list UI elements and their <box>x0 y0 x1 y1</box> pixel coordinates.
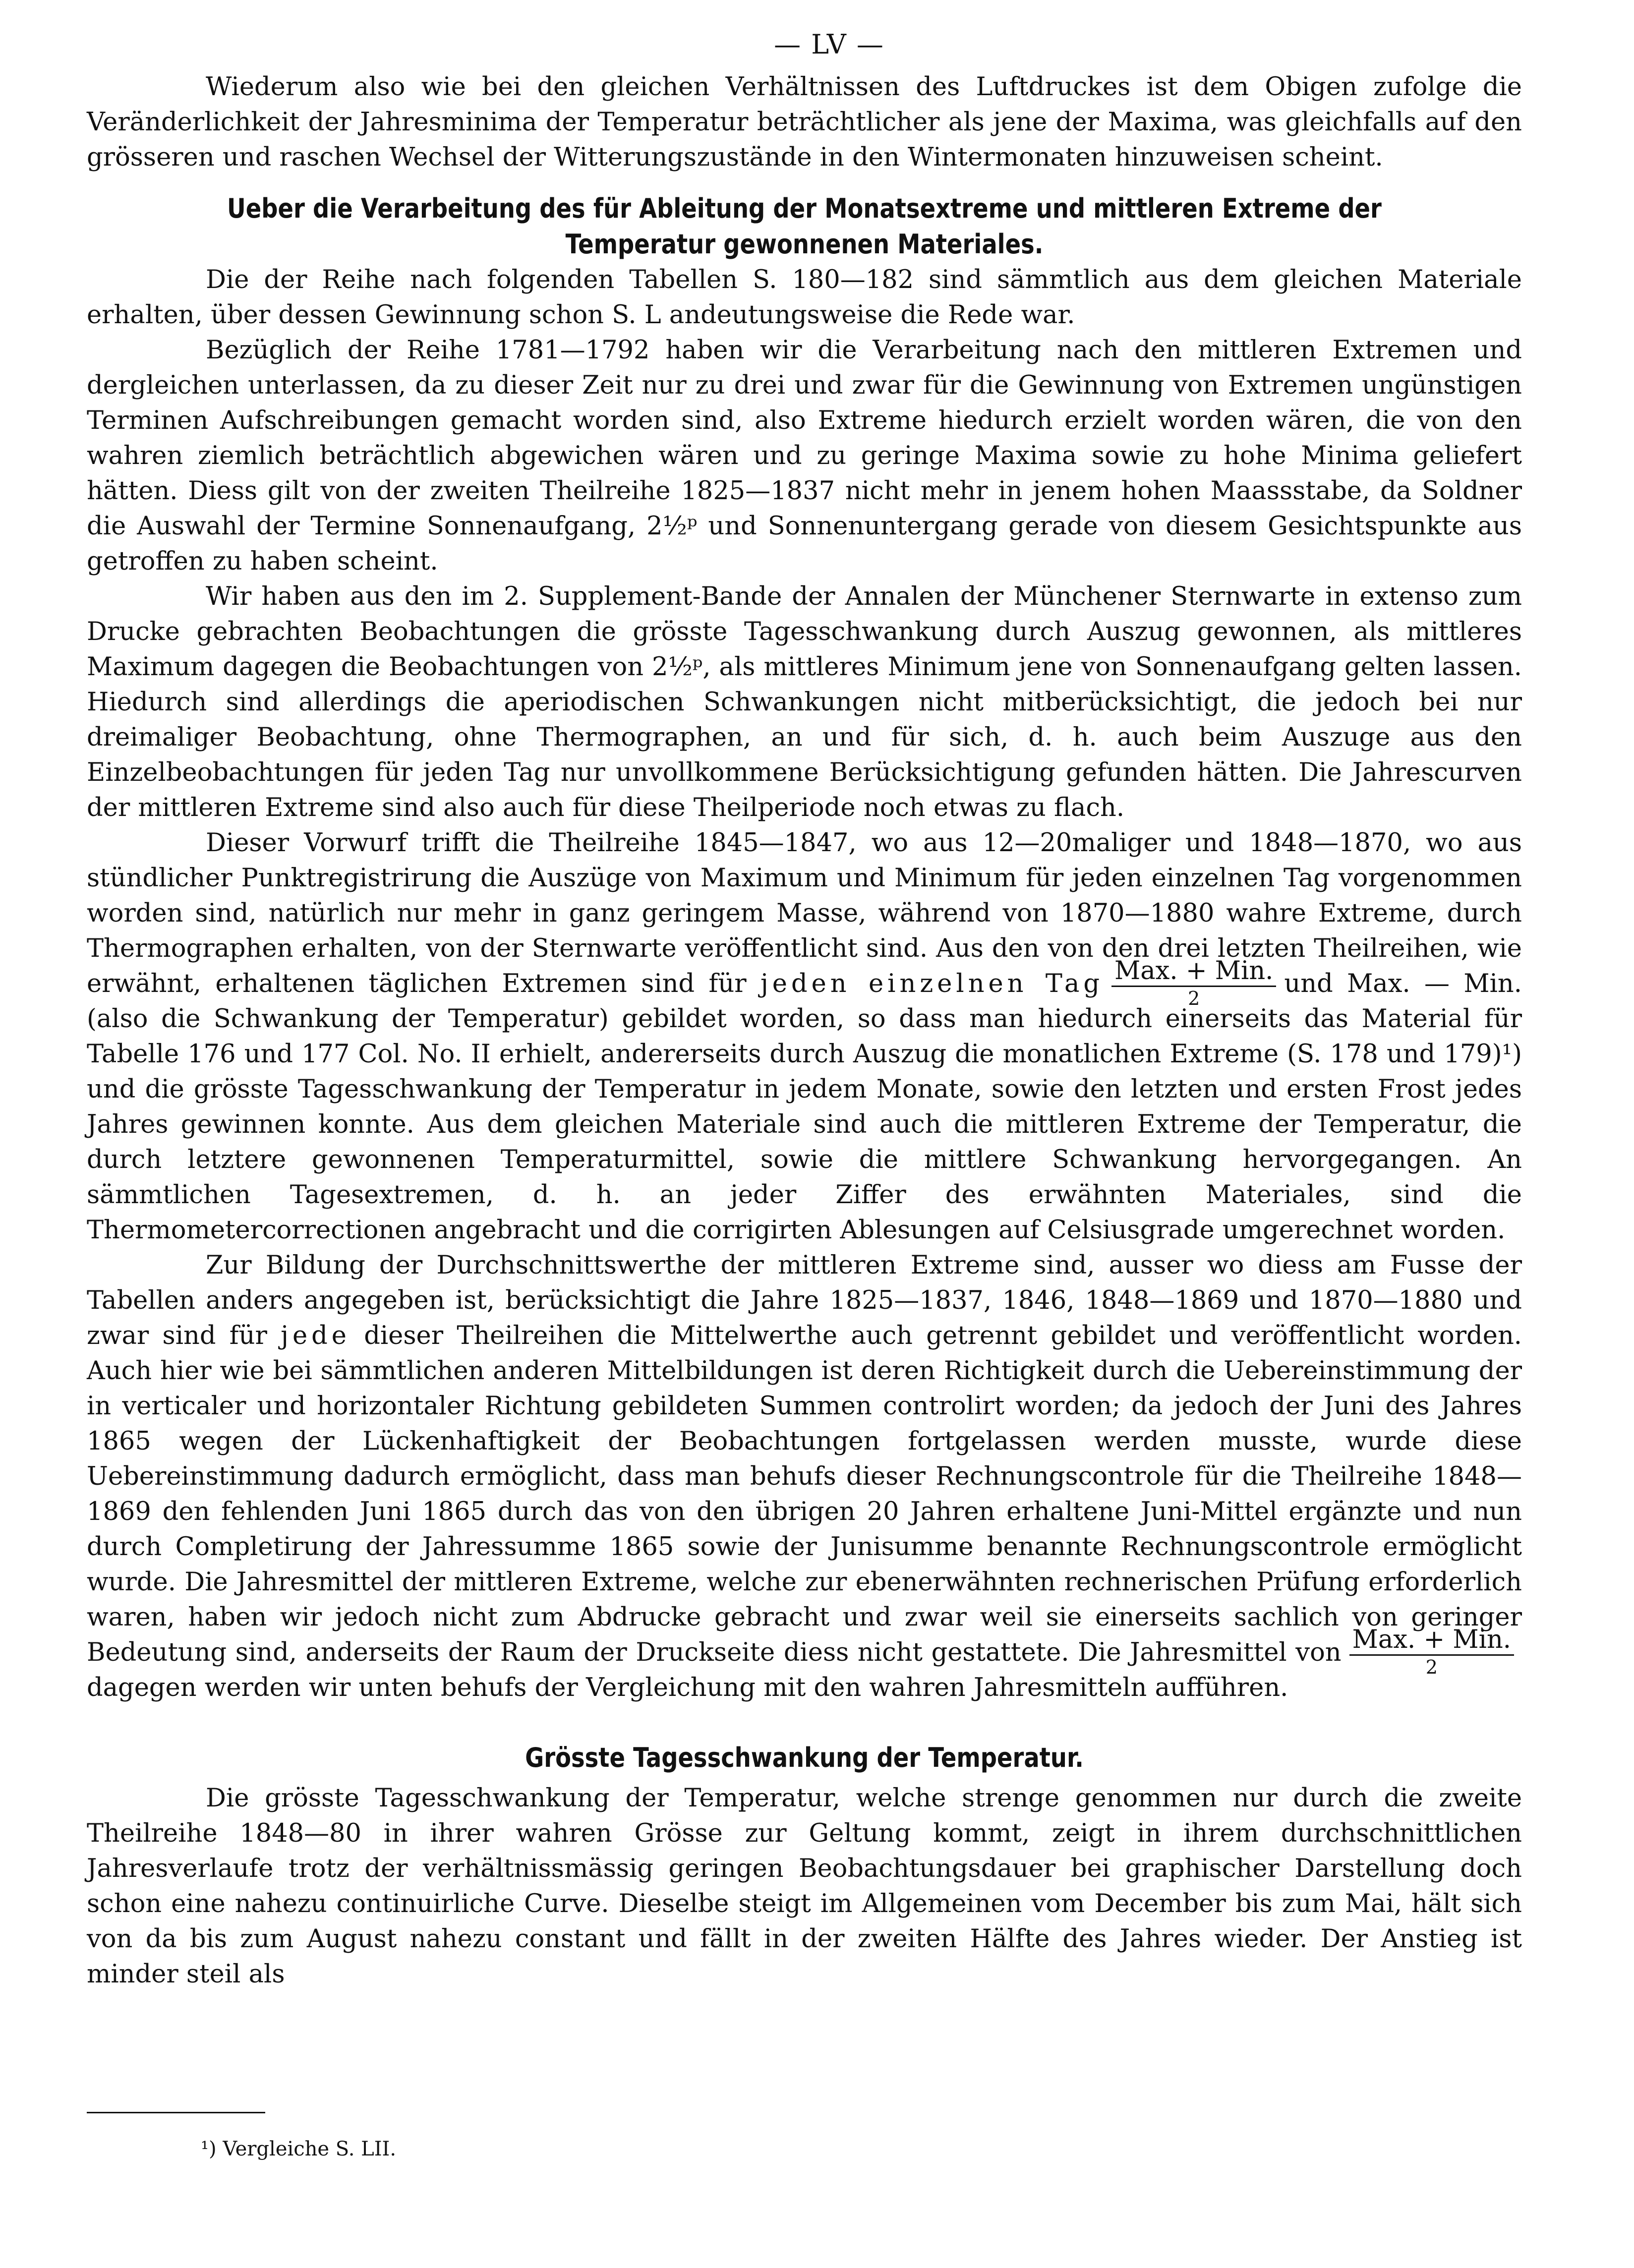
fraction-numerator: Max. + Min. <box>1111 958 1276 987</box>
paragraph-thermographs <box>87 825 1522 1248</box>
paragraph-averages-part1: Zur Bildung der Durchschnittswerthe der mittleren Extreme sind, ausser wo diess am Fusse der Tabellen anders angegeben ist, berücksichtigt die Jahre 1825—1837, 1846, 1848—1869 und 1870—1880 und zwar sind für <box>87 1251 1522 1350</box>
emphasis-each-day: jeden einzelnen Tag <box>760 969 1104 998</box>
footnote-divider <box>87 2112 265 2113</box>
page-number: — LV — <box>774 29 884 60</box>
fraction-denominator: 2 <box>1188 988 1200 1009</box>
paragraph-series-1781: Bezüglich der Reihe 1781—1792 haben wir die Verarbeitung nach den mittleren Extremen und dergleichen unterlassen, da zu dieser Zeit nur zu drei und zwar für die Gewinnung von Extremen ungünstigen Terminen Aufschreibungen gemacht worden sind, also Extreme hiedurch erzielt worden wären, die von den wahren ziemlich beträchtlich abgewichen wären und zu geringe Maxima sowie zu hohe Minima geliefert hätten. Diess gilt von der zweiten Theilreihe 1825—1837 nicht mehr in jenem hohen Maassstabe, da Soldner die Auswahl der Termine Sonnenaufgang, 2½ᵖ und Sonnenuntergang gerade von diesem Gesichtspunkte aus getroffen zu haben scheint. <box>87 336 1522 576</box>
fraction-numerator-2: Max. + Min. <box>1349 1627 1514 1656</box>
footnote: ¹) Vergleiche S. LII. <box>201 2138 397 2160</box>
paragraph-thermographs-part2: und Max. — Min. (also die Schwankung der Temperatur) gebildet worden, so dass man hiedurch einerseits das Material für Tabelle 176 und 177 Col. No. II erhielt, andererseits durch Auszug die monatlichen Extreme (S. 178 und 179)¹) und die grösste Tagesschwankung der Temperatur in jedem Monate, sowie den letzten und ersten Frost jedes Jahres gewinnen konnte. Aus dem gleichen Materiale sind auch die mittleren Extreme der Temperatur, die durch letztere gewonnenen Temperaturmittel, sowie die mittlere Schwankung hervorgegangen. An sämmtlichen Tagesextremen, d. h. an jeder Ziffer des erwähnten Materiales, sind die Thermometercorrectionen angebracht und die corrigirten Ablesungen auf Celsiusgrade umgerechnet worden. <box>87 969 1522 1245</box>
paragraph-tables: Die der Reihe nach folgenden Tabellen S. 180—182 sind sämmtlich aus dem gleichen Materiale erhalten, über dessen Gewinnung schon S. L andeutungsweise die Rede war. <box>87 265 1522 330</box>
paragraph-averages <box>87 1248 1522 1705</box>
section-heading-daily-range: Grösste Tagesschwankung der Temperatur. <box>525 1742 1084 1773</box>
section-heading-materials: Ueber die Verarbeitung des für Ableitung der Monatsextreme und mittleren Extreme der Temperatur gewonnenen Materiales. <box>227 193 1382 260</box>
paragraph-daily-range: Die grösste Tagesschwankung der Temperatur, welche strenge genommen nur durch die zweite Theilreihe 1848—80 in ihrer wahren Grösse zur Geltung kommt, zeigt in ihrem durchschnittlichen Jahresverlaufe trotz der verhältnissmässig geringen Beobachtungsdauer bei graphischer Darstellung doch schon eine nahezu continuirliche Curve. Dieselbe steigt im Allgemeinen vom December bis zum Mai, hält sich von da bis zum August nahezu constant und fällt in der zweiten Hälfte des Jahres wieder. Der Anstieg ist minder steil als <box>87 1784 1522 1989</box>
fraction-max-min-2 <box>1349 1627 1514 1677</box>
paragraph-supplement: Wir haben aus den im 2. Supplement-Bande der Annalen der Münchener Sternwarte in extenso zum Drucke gebrachten Beobachtungen die grösste Tagesschwankung durch Auszug gewonnen, als mittleres Maximum dagegen die Beobachtungen von 2½ᵖ, als mittleres Minimum jene von Sonnenaufgang gelten lassen. Hiedurch sind allerdings die aperiodischen Schwankungen nicht mitberücksichtigt, die jedoch bei nur dreimaliger Beobachtung, ohne Thermographen, an und für sich, d. h. auch beim Auszuge aus den Einzelbeobachtungen für jeden Tag nur unvollkommene Berücksichtigung gefunden hätten. Die Jahrescurven der mittleren Extreme sind also auch für diese Theilperiode noch etwas zu flach. <box>87 582 1522 822</box>
emphasis-each: jede <box>281 1321 350 1350</box>
fraction-max-min <box>1111 958 1276 1008</box>
paragraph-thermographs-part1: Dieser Vorwurf trifft die Theilreihe 1845—1847, wo aus 12—20maliger und 1848—1870, wo aus stündlicher Punktregistrirung die Auszüge von Maximum und Minimum für jeden einzelnen Tag vorgenommen worden sind, natürlich nur mehr in ganz geringem Masse, während von 1870—1880 wahre Extreme, durch Thermographen erhalten, von der Sternwarte veröffentlicht sind. Aus den von den drei letzten Theilreihen, wie erwähnt, erhaltenen täglichen Extremen sind für <box>87 828 1522 998</box>
paragraph-averages-part2: dieser Theilreihen die Mittelwerthe auch getrennt gebildet und veröffentlicht worden. Auch hier wie bei sämmtlichen anderen Mittelbildungen ist deren Richtigkeit durch die Uebereinstimmung der in verticaler und horizontaler Richtung gebildeten Summen controlirt worden; da jedoch der Juni des Jahres 1865 wegen der Lückenhaftigkeit der Beobachtungen fortgelassen werden musste, wurde diese Uebereinstimmung dadurch ermöglicht, dass man behufs dieser Rechnungscontrole für die Theilreihe 1848—1869 den fehlenden Juni 1865 durch das von den übrigen 20 Jahren erhaltene Juni-Mittel ergänzte und nun durch Completirung der Jahressumme 1865 sowie der Junisumme benannte Rechnungscontrole ermöglicht wurde. Die Jahresmittel der mittleren Extreme, welche zur ebenerwähnten rechnerischen Prüfung erforderlich waren, haben wir jedoch nicht zum Abdrucke gebracht und zwar weil sie einerseits sachlich von geringer Bedeutung sind, anderseits der Raum der Druckseite diess nicht gestattete. Die Jahresmittel von <box>87 1321 1522 1667</box>
paragraph-averages-part3: dagegen werden wir unten behufs der Vergleichung mit den wahren Jahresmitteln aufführen. <box>87 1673 1288 1702</box>
fraction-denominator-2: 2 <box>1425 1656 1438 1678</box>
paragraph-intro: Wiederum also wie bei den gleichen Verhältnissen des Luftdruckes ist dem Obigen zufolge die Veränderlichkeit der Jahresminima der Temperatur beträchtlicher als jene der Maxima, was gleichfalls auf den grösseren und raschen Wechsel der Witterungszustände in den Wintermonaten hinzuweisen scheint. <box>87 72 1522 172</box>
page-body <box>87 20 1522 1992</box>
